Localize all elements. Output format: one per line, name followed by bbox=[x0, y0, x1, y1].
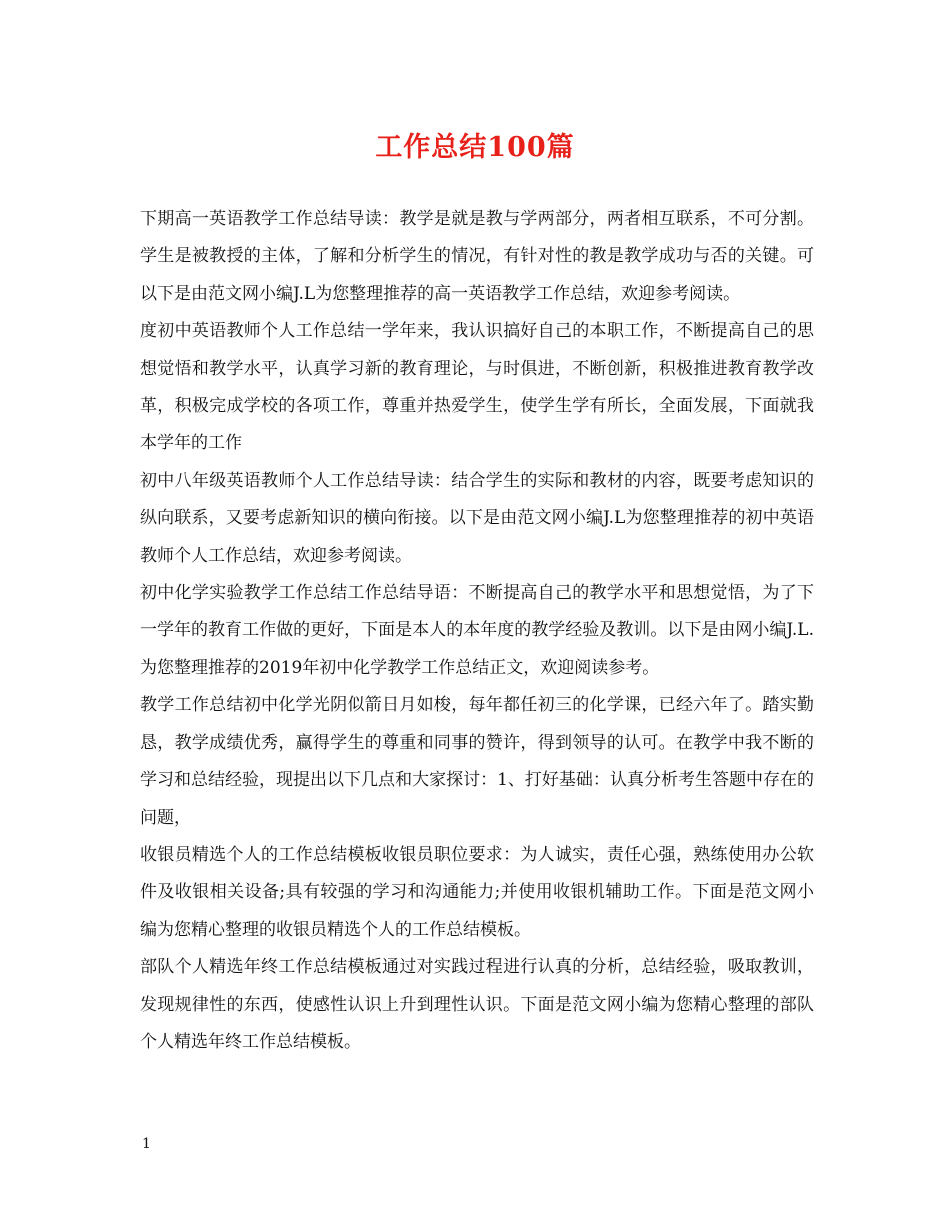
paragraph: 教学工作总结初中化学光阴似箭日月如梭，每年都任初三的化学课，已经六年了。踏实勤恳，教学成绩优秀，赢得学生的尊重和同事的赞许，得到领导的认可。在教学中我不断的学习和总结经验，现提出以下几点和大家探讨：1、打好基础：认真分析考生答题中存在的问题， bbox=[140, 695, 814, 828]
document-body bbox=[140, 201, 814, 1061]
document-title: 工作总结100篇 bbox=[375, 132, 575, 163]
paragraph: 收银员精选个人的工作总结模板收银员职位要求：为人诚实，责任心强，熟练使用办公软件及收银相关设备;具有较强的学习和沟通能力;并使用收银机辅助工作。下面是范文网小编为您精心整理的收银员精选个人的工作总结模板。 bbox=[140, 844, 814, 940]
paragraph: 初中化学实验教学工作总结工作总结导语：不断提高自己的教学水平和思想觉悟，为了下一学年的教育工作做的更好，下面是本人的本年度的教学经验及教训。以下是由网小编J.L.为您整理推荐的2019年初中化学教学工作总结正文，欢迎阅读参考。 bbox=[140, 583, 814, 678]
paragraph: 部队个人精选年终工作总结模板通过对实践过程进行认真的分析，总结经验，吸取教训，发现规律性的东西，使感性认识上升到理性认识。下面是范文网小编为您精心整理的部队个人精选年终工作总结模板。 bbox=[140, 957, 814, 1052]
page-number: 1 bbox=[142, 1136, 151, 1152]
paragraph: 下期高一英语教学工作总结导读：教学是就是教与学两部分，两者相互联系，不可分割。学生是被教授的主体，了解和分析学生的情况，有针对性的教是教学成功与否的关键。可以下是由范文网小编J.L为您整理推荐的高一英语教学工作总结，欢迎参考阅读。 bbox=[140, 209, 814, 304]
paragraph: 初中八年级英语教师个人工作总结导读：结合学生的实际和教材的内容，既要考虑知识的纵向联系，又要考虑新知识的横向衔接。以下是由范文网小编J.L为您整理推荐的初中英语教师个人工作总结，欢迎参考阅读。 bbox=[140, 470, 814, 566]
paragraph: 度初中英语教师个人工作总结一学年来，我认识搞好自己的本职工作，不断提高自己的思想觉悟和教学水平，认真学习新的教育理论，与时俱进，不断创新，积极推进教育教学改革，积极完成学校的各项工作，尊重并热爱学生，使学生学有所长，全面发展，下面就我本学年的工作 bbox=[140, 321, 814, 454]
